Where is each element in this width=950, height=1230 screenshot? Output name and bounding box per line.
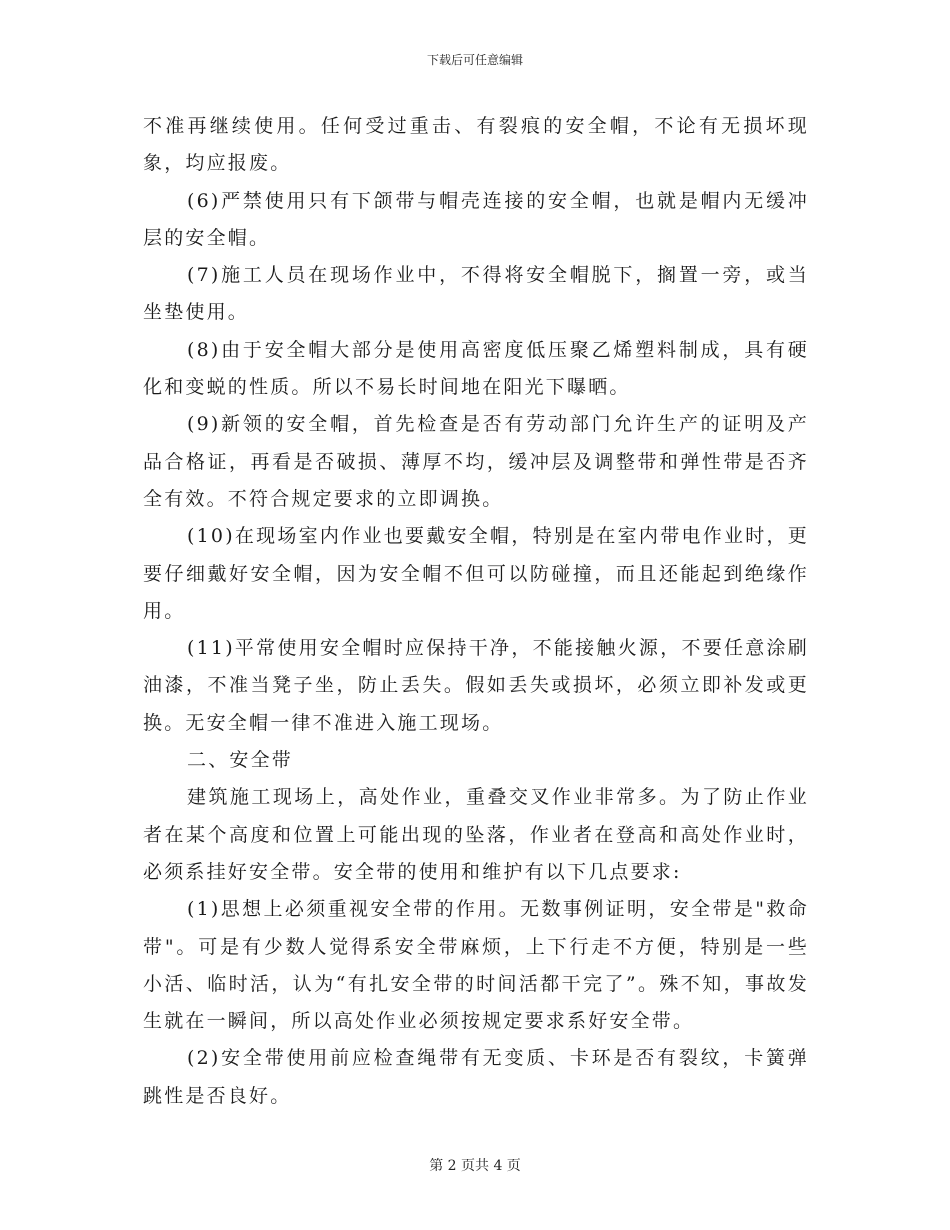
paragraph-item-11: (11)平常使用安全帽时应保持干净，不能接触火源，不要任意涂刷油漆，不准当凳子坐，防止丢失。假如丢失或损坏，必须立即补发或更换。无安全帽一律不准进入施工现场。: [143, 637, 809, 734]
paragraph-belt-item-2: (2)安全带使用前应检查绳带有无变质、卡环是否有裂纹，卡簧弹跳性是否良好。: [143, 1047, 809, 1107]
paragraph-item-10: (10)在现场室内作业也要戴安全帽，特别是在室内带电作业时，更要仔细戴好安全帽，因为安全帽不但可以防碰撞，而且还能起到绝缘作用。: [143, 525, 809, 622]
page-header: 下载后可任意编辑: [426, 53, 523, 67]
paragraph-belt-item-1: (1)思想上必须重视安全带的作用。无数事例证明，安全带是"救命带"。可是有少数人觉得系安全带麻烦，上下行走不方便，特别是一些小活、临时活，认为“有扎安全带的时间活都干完了”。殊不知，事故发生就在一瞬间，所以高处作业必须按规定要求系好安全带。: [143, 898, 809, 1033]
paragraph-item-6: (6)严禁使用只有下颌带与帽壳连接的安全帽，也就是帽内无缓冲层的安全帽。: [143, 189, 809, 249]
paragraph-continuation: 不准再继续使用。任何受过重击、有裂痕的安全帽，不论有无损坏现象，均应报废。: [143, 115, 809, 175]
paragraph-item-8: (8)由于安全帽大部分是使用高密度低压聚乙烯塑料制成，具有硬化和变蜕的性质。所以不易长时间地在阳光下曝晒。: [143, 338, 809, 399]
page-footer: 第 2 页共 4 页: [429, 1158, 521, 1174]
paragraph-item-9: (9)新领的安全帽，首先检查是否有劳动部门允许生产的证明及产品合格证，再看是否破损、薄厚不均，缓冲层及调整带和弹性带是否齐全有效。不符合规定要求的立即调换。: [143, 413, 809, 510]
document-body: [143, 108, 809, 1115]
section-heading-safety-belt: 二、安全带: [187, 749, 294, 772]
paragraph-item-7: (7)施工人员在现场作业中，不得将安全帽脱下，搁置一旁，或当坐垫使用。: [143, 264, 809, 324]
paragraph-intro: 建筑施工现场上，高处作业，重叠交叉作业非常多。为了防止作业者在某个高度和位置上可能出现的坠落，作业者在登高和高处作业时，必须系挂好安全带。安全带的使用和维护有以下几点要求:: [143, 786, 809, 883]
